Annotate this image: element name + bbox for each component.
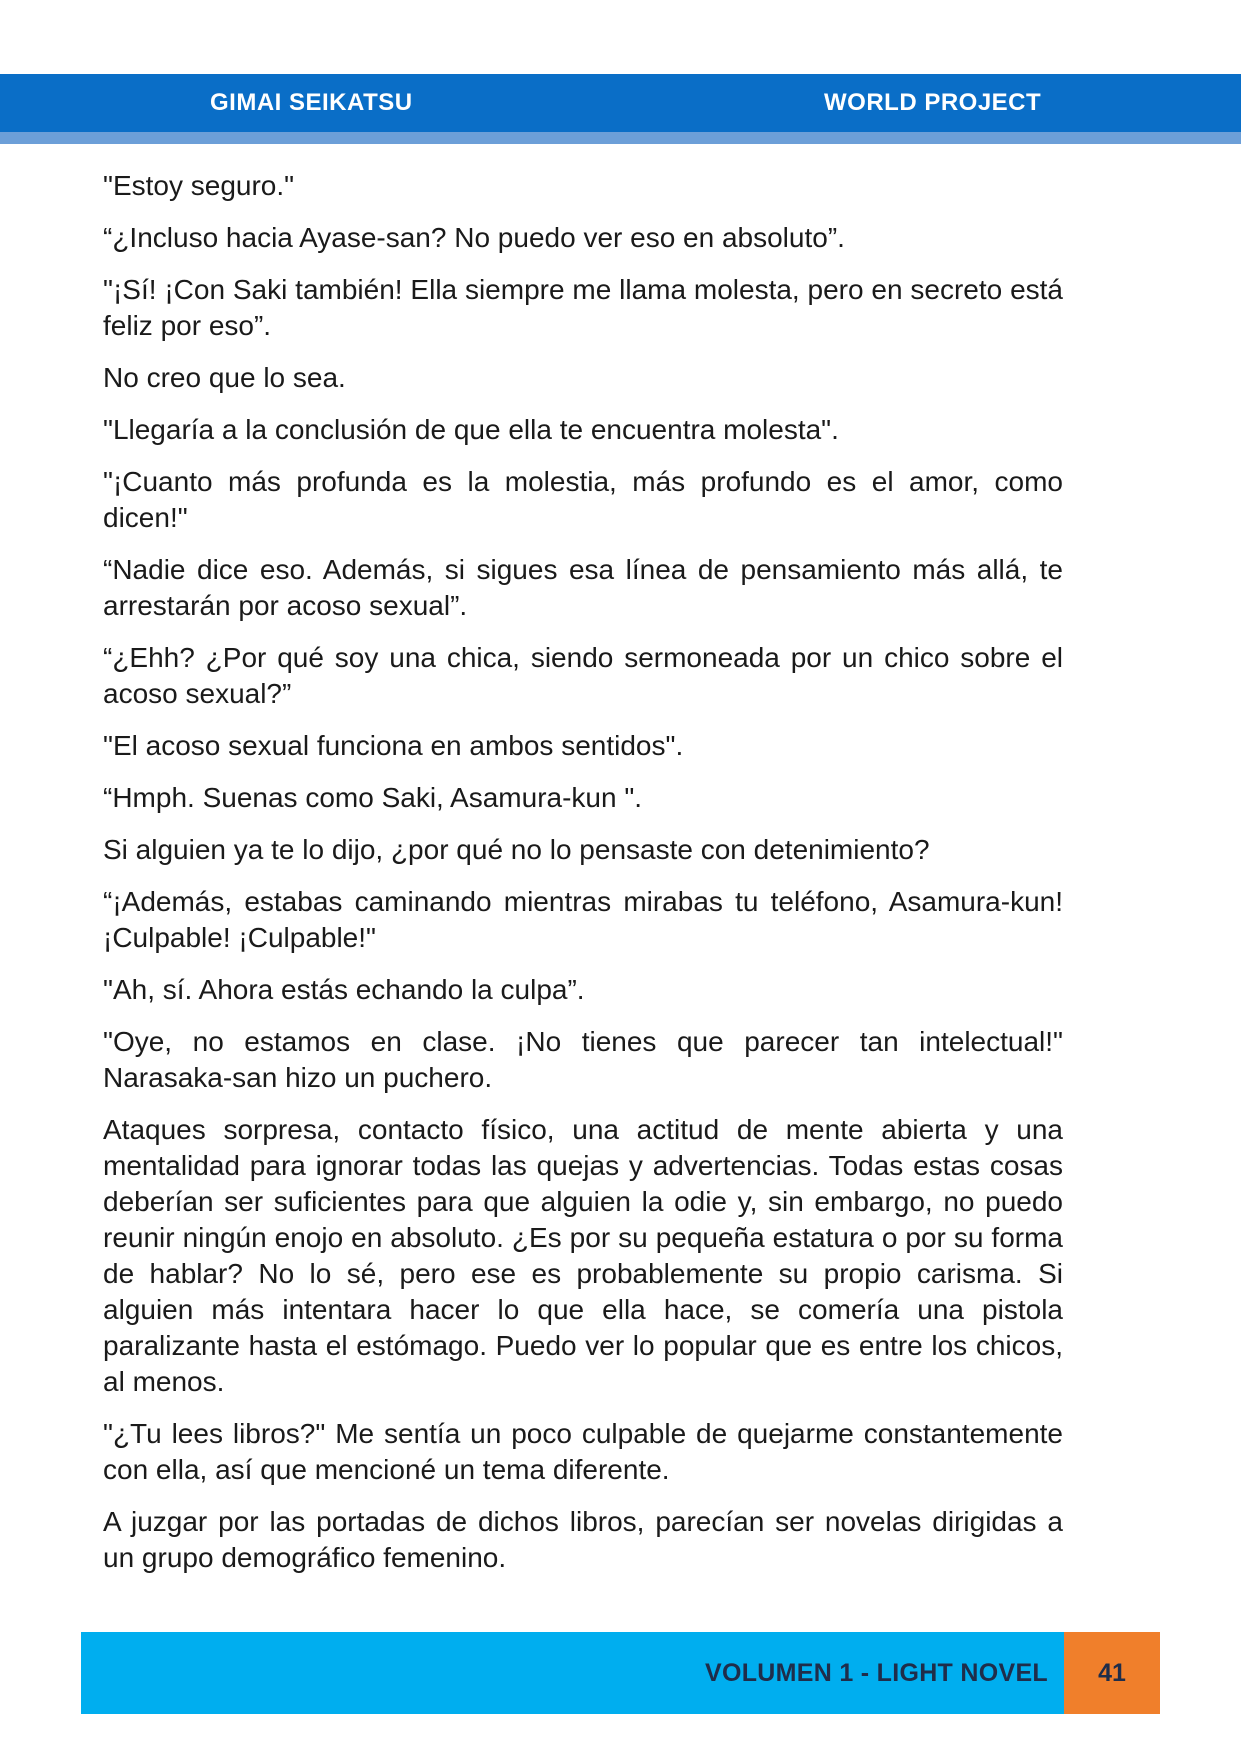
header-stripe [0,132,1241,144]
paragraph: A juzgar por las portadas de dichos libros, parecían ser novelas dirigidas a un grupo demográfico femenino. [103,1506,1063,1573]
page-footer [81,1632,1064,1714]
group-title: WORLD PROJECT [824,89,1042,116]
paragraph: "Ah, sí. Ahora estás echando la culpa”. [103,974,585,1005]
paragraph: “Nadie dice eso. Además, si sigues esa línea de pensamiento más allá, te arrestarán por acoso sexual”. [103,554,1063,621]
paragraph: Si alguien ya te lo dijo, ¿por qué no lo pensaste con detenimiento? [103,834,930,865]
paragraph: "Estoy seguro." [103,170,295,201]
series-title: GIMAI SEIKATSU [210,89,413,116]
volume-label: VOLUMEN 1 - LIGHT NOVEL [704,1659,1048,1687]
paragraph: "¡Sí! ¡Con Saki también! Ella siempre me llama molesta, pero en secreto está feliz por eso”. [103,274,1063,341]
paragraph: “¿Incluso hacia Ayase-san? No puedo ver eso en absoluto”. [103,222,845,253]
paragraph: "El acoso sexual funciona en ambos sentidos". [103,730,684,761]
paragraph: “Hmph. Suenas como Saki, Asamura-kun ". [103,782,643,813]
paragraph: No creo que lo sea. [103,362,346,393]
paragraph: “¡Además, estabas caminando mientras mirabas tu teléfono, Asamura-kun! ¡Culpable! ¡Culpable!" [103,886,1063,953]
paragraph: "Llegaría a la conclusión de que ella te encuentra molesta". [103,414,839,445]
page-body [103,168,1063,1592]
paragraph: "¿Tu lees libros?" Me sentía un poco culpable de quejarme constantemente con ella, así que mencioné un tema diferente. [103,1418,1063,1485]
paragraph: “¿Ehh? ¿Por qué soy una chica, siendo sermoneada por un chico sobre el acoso sexual?” [103,642,1063,709]
paragraph: Ataques sorpresa, contacto físico, una actitud de mente abierta y una mentalidad para ignorar todas las quejas y advertencias. Todas estas cosas deberían ser suficientes para que alguien la odie y, sin embargo, no puedo reunir ningún enojo en absoluto. ¿Es por su pequeña estatura o por su forma de hablar? No lo sé, pero ese es probablemente su propio carisma. Si alguien más intentara hacer lo que ella hace, se comería una pistola paralizante hasta el estómago. Puedo ver lo popular que es entre los chicos, al menos. [103,1114,1063,1397]
page-number: 41 [1098,1659,1126,1687]
page-number-box [1064,1632,1160,1714]
paragraph: "¡Cuanto más profunda es la molestia, más profundo es el amor, como dicen!" [103,466,1063,533]
page-header [0,74,1241,132]
paragraph: "Oye, no estamos en clase. ¡No tienes que parecer tan intelectual!" Narasaka-san hizo un puchero. [103,1026,1063,1093]
